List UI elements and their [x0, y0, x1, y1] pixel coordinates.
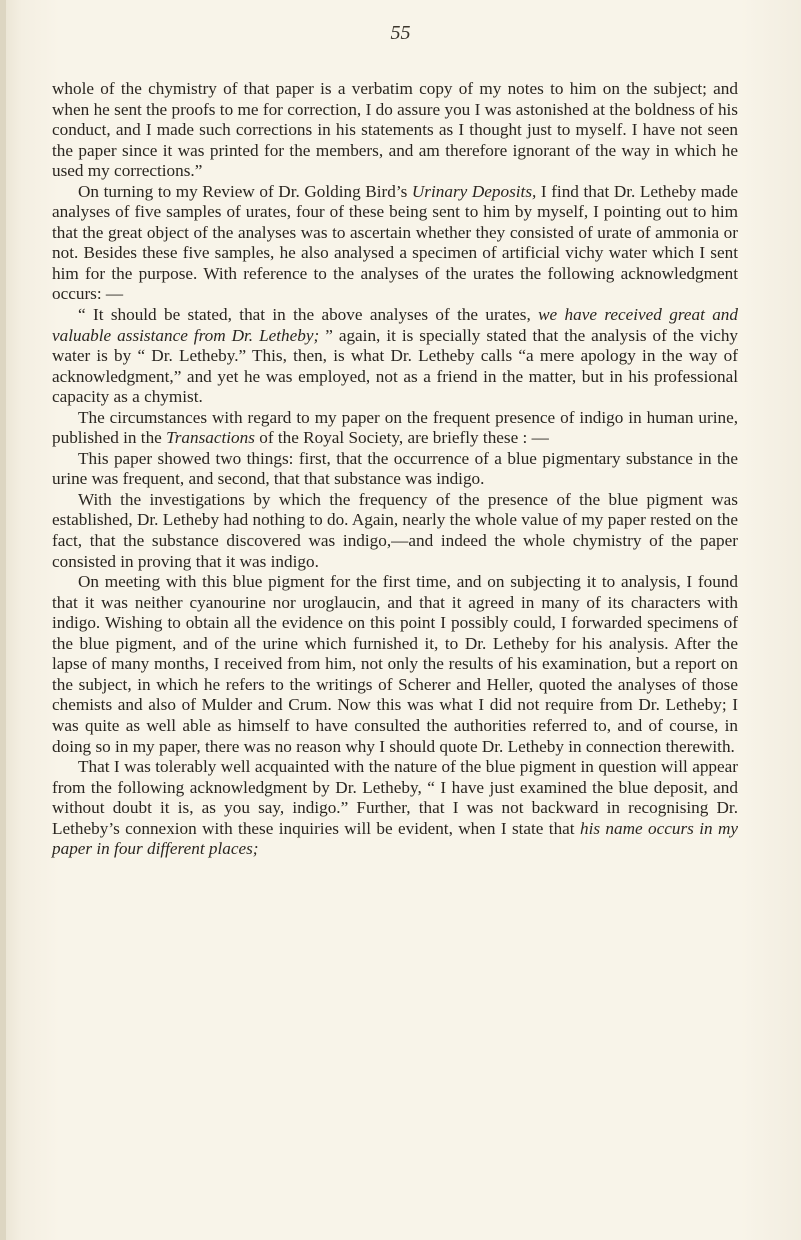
italic-text: his name occurs in my paper in four different places;	[52, 818, 738, 859]
italic-text: Urinary Deposits,	[411, 181, 537, 201]
text-run: That I was tolerably well acquainted with the nature of the blue pigment in question will appear from the following acknowledgment by Dr. Letheby, “ I have just examined the blue deposit, and without doubt it is, as you say, indigo.” Further, that I was not backward in recognising Dr. Letheby’s connexion with these inquiries will be evident, when I state that	[52, 757, 738, 838]
text-run: On turning to my Review of Dr. Golding Bird’s	[78, 181, 412, 201]
italic-text: Transactions	[166, 428, 255, 448]
paragraph	[52, 305, 738, 408]
page-gutter-shadow	[0, 0, 6, 1240]
paragraph	[52, 79, 738, 182]
text-run: “ It should be stated, that in the above analyses of the urates,	[78, 305, 539, 325]
text-run: ” again, it is specially stated that the analysis of the vichy water is by “ Dr. Letheby.” This, then, is what Dr. Letheby calls “a mere apology in the way of acknowledgment,” and yet he was employed, not as a friend in the matter, but in his professional capacity as a chymist.	[52, 325, 739, 407]
body-text	[52, 79, 738, 860]
paragraph	[52, 757, 738, 860]
paragraph	[52, 490, 738, 572]
paragraph	[52, 182, 738, 305]
text-run: of the Royal Society, are briefly these : —	[254, 428, 549, 448]
paragraph	[52, 449, 738, 490]
text-run: With the investigations by which the frequency of the presence of the blue pigment was established, Dr. Letheby had nothing to do. Again, nearly the whole value of my paper rested on the fact, that the substance discovered was indigo,—and indeed the whole chymistry of the paper consisted in proving that it was indigo.	[52, 489, 738, 571]
text-run: whole of the chymistry of that paper is a verbatim copy of my notes to him on the subject; and when he sent the proofs to me for correction, I do assure you I was astonished at the boldness of his conduct, and I made such corrections in his statements as I thought just to myself. I have not seen the paper since it was printed for the members, and am therefore ignorant of the way in which he used my corrections.”	[52, 79, 738, 181]
text-run: The circumstances with regard to my paper on the frequent presence of indigo in human urine, published in the	[52, 407, 738, 448]
italic-text: we have received great and valuable assistance from Dr. Letheby;	[52, 305, 738, 345]
text-run: This paper showed two things: first, that the occurrence of a blue pigmentary substance in the urine was frequent, and second, that that substance was indigo.	[52, 448, 738, 489]
text-run: I find that Dr. Letheby made analyses of five samples of urates, four of these being sent to him by myself, I pointing out to him that the great object of the analyses was to ascertain whether they consisted of urate of ammonia or not. Besides these five samples, he also analysed a specimen of artificial vichy water which I sent him for the purpose. With reference to the analyses of the urates the following acknowledgment occurs: —	[52, 181, 738, 304]
paragraph	[52, 408, 738, 449]
text-run: On meeting with this blue pigment for the first time, and on subjecting it to analysis, I found that it was neither cyanourine nor uroglaucin, and that it agreed in many of its characters with indigo. Wishing to obtain all the evidence on this point I possibly could, I forwarded specimens of the blue pigment, and of the urine which furnished it, to Dr. Letheby for his analysis. After the lapse of many months, I received from him, not only the results of his examination, but a report on the subject, in which he refers to the writings of Scherer and Heller, quoted the analyses of those chemists and also of Mulder and Crum. Now this was what I did not require from Dr. Letheby; I was quite as well able as himself to have consulted the authorities referred to, and of course, in doing so in my paper, there was no reason why I should quote Dr. Letheby in connection therewith.	[52, 572, 738, 756]
page-number: 55	[390, 22, 411, 44]
paragraph	[52, 572, 738, 757]
